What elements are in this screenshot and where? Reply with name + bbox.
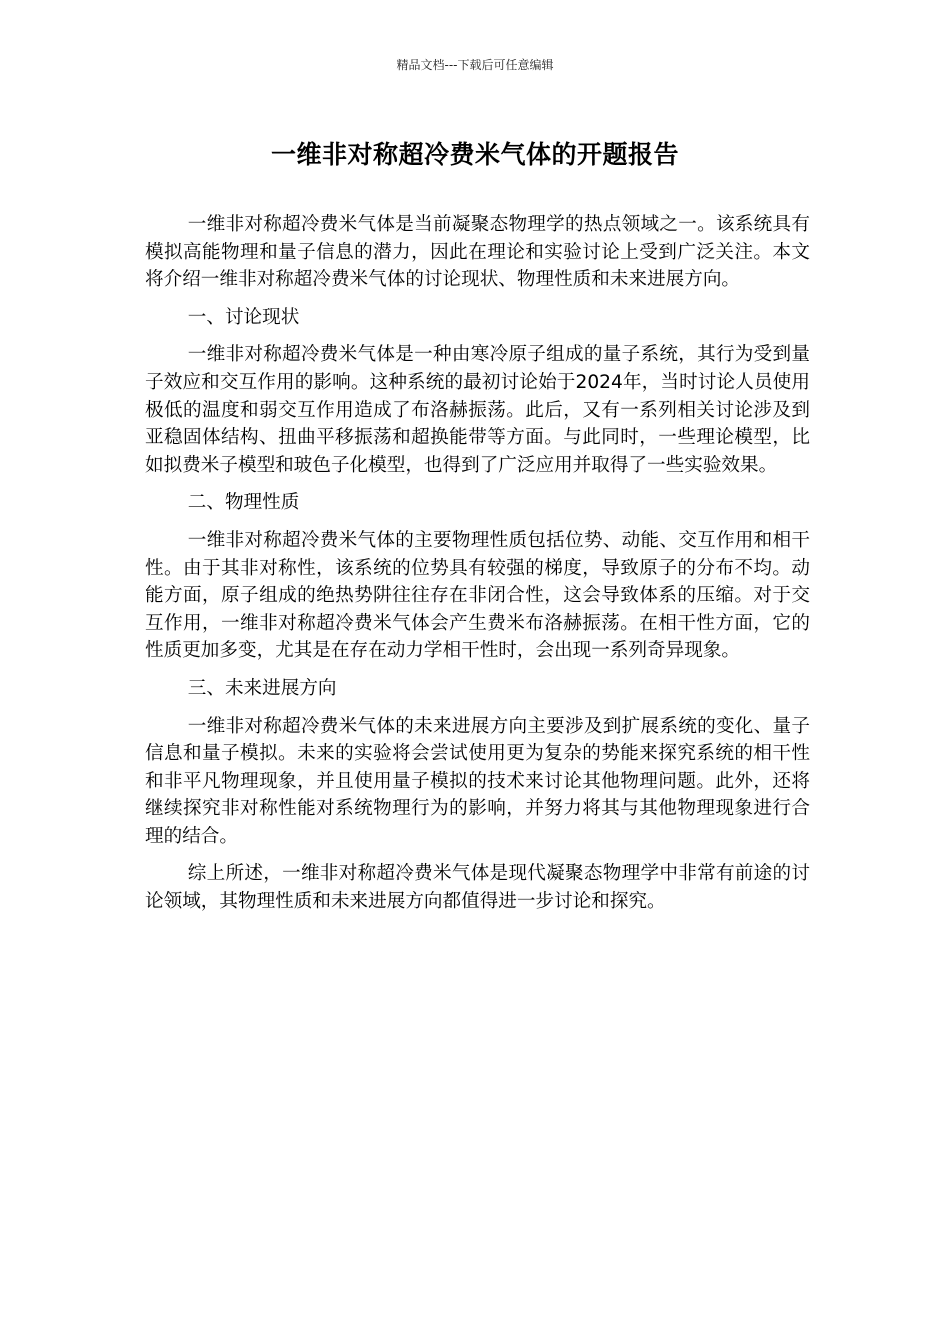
intro-paragraph: 一维非对称超冷费米气体是当前凝聚态物理学的热点领域之一。该系统具有模拟高能物理和量子信息的潜力，因此在理论和实验讨论上受到广泛关注。本文将介绍一维非对称超冷费米气体的讨论现状、物理性质和未来进展方向。 xyxy=(145,214,810,291)
section-paragraph-future: 一维非对称超冷费米气体的未来进展方向主要涉及到扩展系统的变化、量子信息和量子模拟。未来的实验将会尝试使用更为复杂的势能来探究系统的相干性和非平凡物理现象，并且使用量子模拟的技术来讨论其他物理问题。此外，还将继续探究非对称性能对系统物理行为的影响，并努力将其与其他物理现象进行合理的结合。 xyxy=(145,715,810,847)
section-heading-future: 三、未来进展方向 xyxy=(187,677,337,699)
conclusion-paragraph: 综上所述，一维非对称超冷费米气体是现代凝聚态物理学中非常有前途的讨论领域，其物理性质和未来进展方向都值得进一步讨论和探究。 xyxy=(145,863,810,913)
page-header: 精品文档---下载后可任意编辑 xyxy=(396,58,554,72)
section-heading-status: 一、讨论现状 xyxy=(187,306,300,328)
section-heading-properties: 二、物理性质 xyxy=(187,492,300,514)
section-paragraph-properties: 一维非对称超冷费米气体的主要物理性质包括位势、动能、交互作用和相干性。由于其非对称性，该系统的位势具有较强的梯度，导致原子的分布不均。动能方面，原子组成的绝热势阱往往存在非闭合性，这会导致体系的压缩。对于交互作用，一维非对称超冷费米气体会产生费米布洛赫振荡。在相干性方面，它的性质更加多变，尤其是在存在动力学相干性时，会出现一系列奇异现象。 xyxy=(145,529,810,662)
document-title: 一维非对称超冷费米气体的开题报告 xyxy=(270,140,679,169)
document-body xyxy=(145,211,810,926)
section-paragraph-status: 一维非对称超冷费米气体是一种由寒冷原子组成的量子系统，其行为受到量子效应和交互作用的影响。这种系统的最初讨论始于2024年，当时讨论人员使用极低的温度和弱交互作用造成了布洛赫振荡。此后，又有一系列相关讨论涉及到亚稳固体结构、扭曲平移振荡和超换能带等方面。与此同时，一些理论模型，比如拟费米子模型和玻色子化模型，也得到了广泛应用并取得了一些实验效果。 xyxy=(145,344,810,476)
